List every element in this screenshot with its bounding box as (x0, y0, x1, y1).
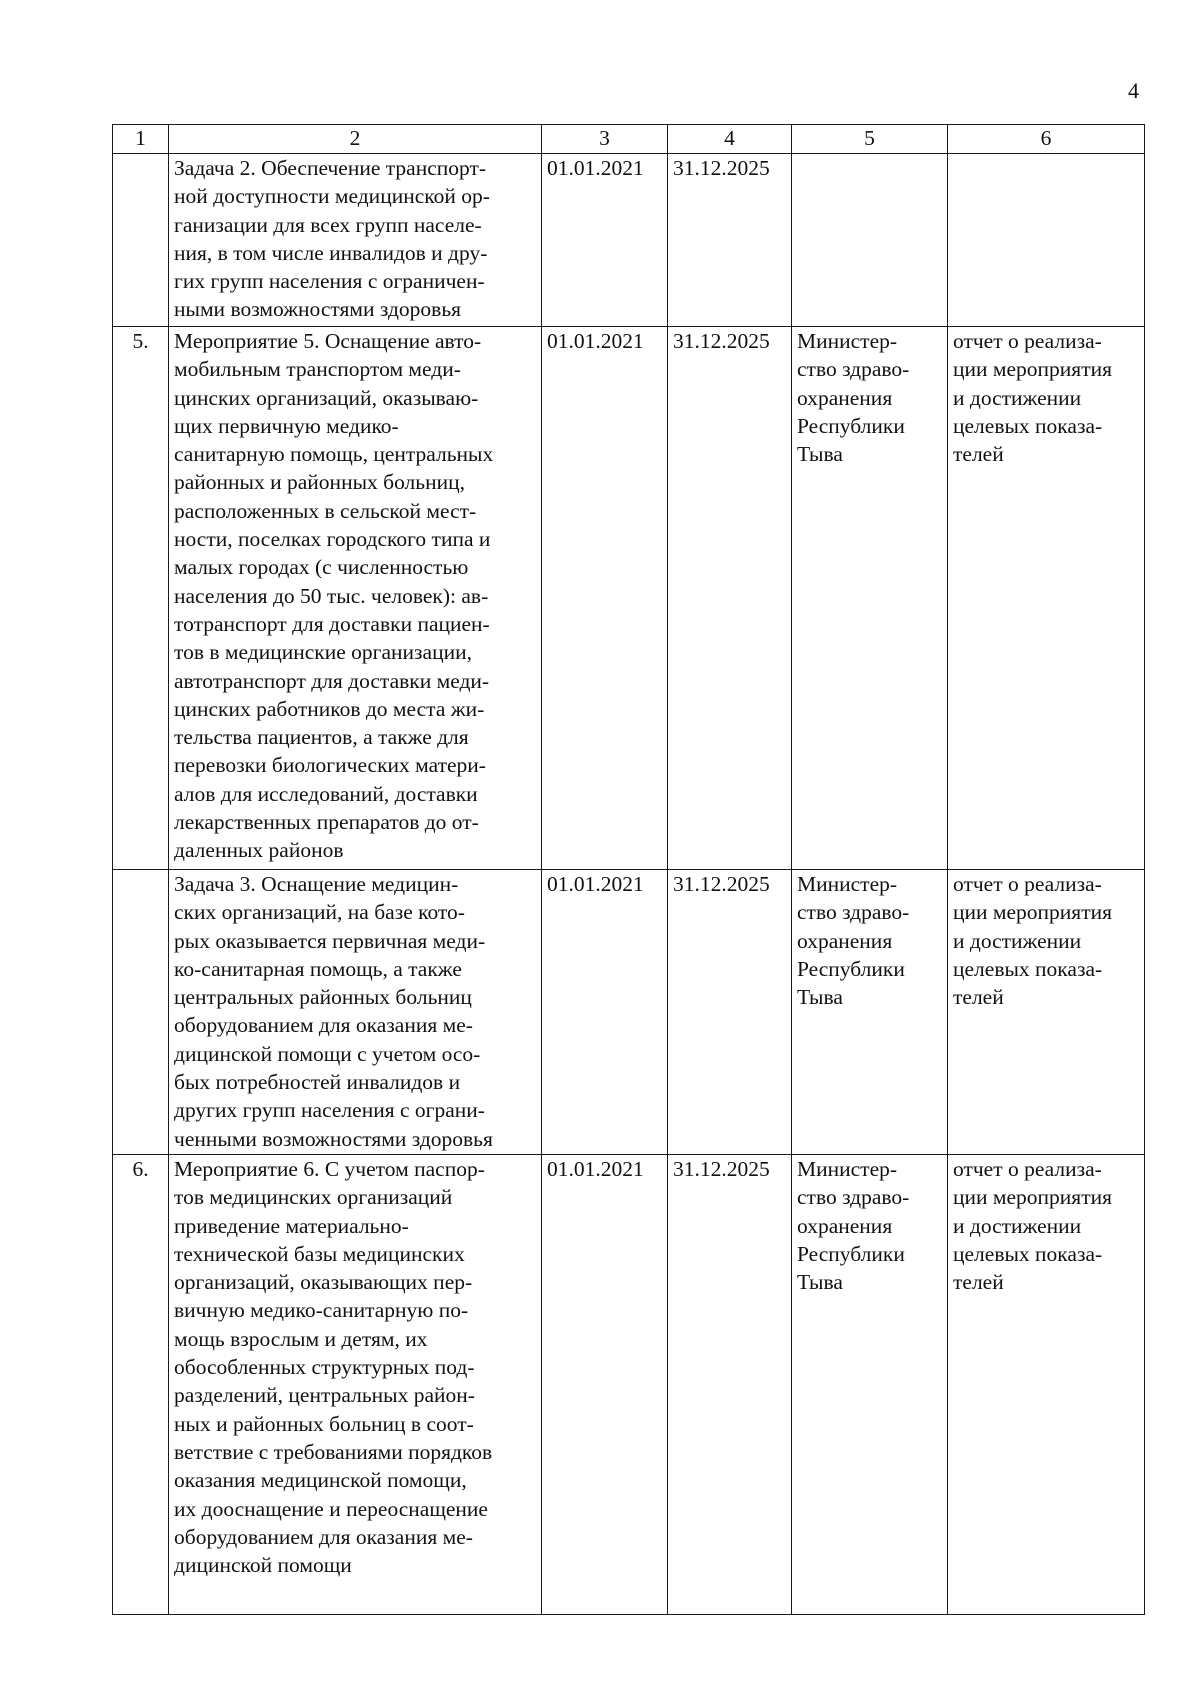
header-col-3: 3 (542, 125, 668, 154)
header-col-5: 5 (792, 125, 948, 154)
row-number (113, 870, 169, 1155)
row-end-date: 31.12.2025 (668, 154, 792, 327)
row-result: отчет о реализа- ции мероприятия и достижении целевых показа- телей (948, 1155, 1145, 1615)
page-number: 4 (1128, 78, 1139, 103)
row-number: 5. (113, 327, 169, 870)
row-end-date: 31.12.2025 (668, 1155, 792, 1615)
row-responsible: Министер- ство здраво- охранения Республики Тыва (792, 870, 948, 1155)
row-result: отчет о реализа- ции мероприятия и достижении целевых показа- телей (948, 870, 1145, 1155)
table-row (113, 327, 1145, 870)
row-number: 6. (113, 1155, 169, 1615)
row-start-date: 01.01.2021 (542, 1155, 668, 1615)
row-responsible: Министер- ство здраво- охранения Республики Тыва (792, 1155, 948, 1615)
row-number (113, 154, 169, 327)
document-table (112, 124, 1145, 1615)
header-col-2: 2 (169, 125, 542, 154)
table-header-row (113, 125, 1145, 154)
row-description: Мероприятие 5. Оснащение авто- мобильным транспортом меди- цинских организаций, оказываю- щих первичную медико- санитарную помощь, центральных районных и районных больниц, расположенных в сельской мест- ности, поселках городского типа и малых городах (с численностью населения до 50 тыс. человек): ав- тотранспорт для доставки пациен- тов в медицинские организации, автотранспорт для доставки меди- цинских работников до места жи- тельства пациентов, а также для перевозки биологических матери- алов для исследований, доставки лекарственных препаратов до от- даленных районов (169, 327, 542, 870)
header-col-6: 6 (948, 125, 1145, 154)
table-row (113, 154, 1145, 327)
row-responsible: Министер- ство здраво- охранения Республики Тыва (792, 327, 948, 870)
table-row (113, 870, 1145, 1155)
row-end-date: 31.12.2025 (668, 327, 792, 870)
row-end-date: 31.12.2025 (668, 870, 792, 1155)
row-description: Мероприятие 6. С учетом паспор- тов медицинских организаций приведение материально- технической базы медицинских организаций, оказывающих пер- вичную медико-санитарную по- мощь взрослым и детям, их обособленных структурных под- разделений, центральных район- ных и районных больниц в соот- ветствие с требованиями порядков оказания медицинской помощи, их дооснащение и переоснащение оборудованием для оказания ме- дицинской помощи (169, 1155, 542, 1615)
table-row (113, 1155, 1145, 1615)
row-result: отчет о реализа- ции мероприятия и достижении целевых показа- телей (948, 327, 1145, 870)
header-col-1: 1 (113, 125, 169, 154)
row-description: Задача 3. Оснащение медицин- ских организаций, на базе кото- рых оказывается первичная меди- ко-санитарная помощь, а также центральных районных больниц оборудованием для оказания ме- дицинской помощи с учетом осо- бых потребностей инвалидов и других групп населения с ограни- ченными возможностями здоровья (169, 870, 542, 1155)
row-start-date: 01.01.2021 (542, 154, 668, 327)
row-start-date: 01.01.2021 (542, 870, 668, 1155)
row-start-date: 01.01.2021 (542, 327, 668, 870)
row-result (948, 154, 1145, 327)
header-col-4: 4 (668, 125, 792, 154)
row-description: Задача 2. Обеспечение транспорт- ной доступности медицинской ор- ганизации для всех групп населе- ния, в том числе инвалидов и дру- гих групп населения с ограничен- ными возможностями здоровья (169, 154, 542, 327)
row-responsible (792, 154, 948, 327)
